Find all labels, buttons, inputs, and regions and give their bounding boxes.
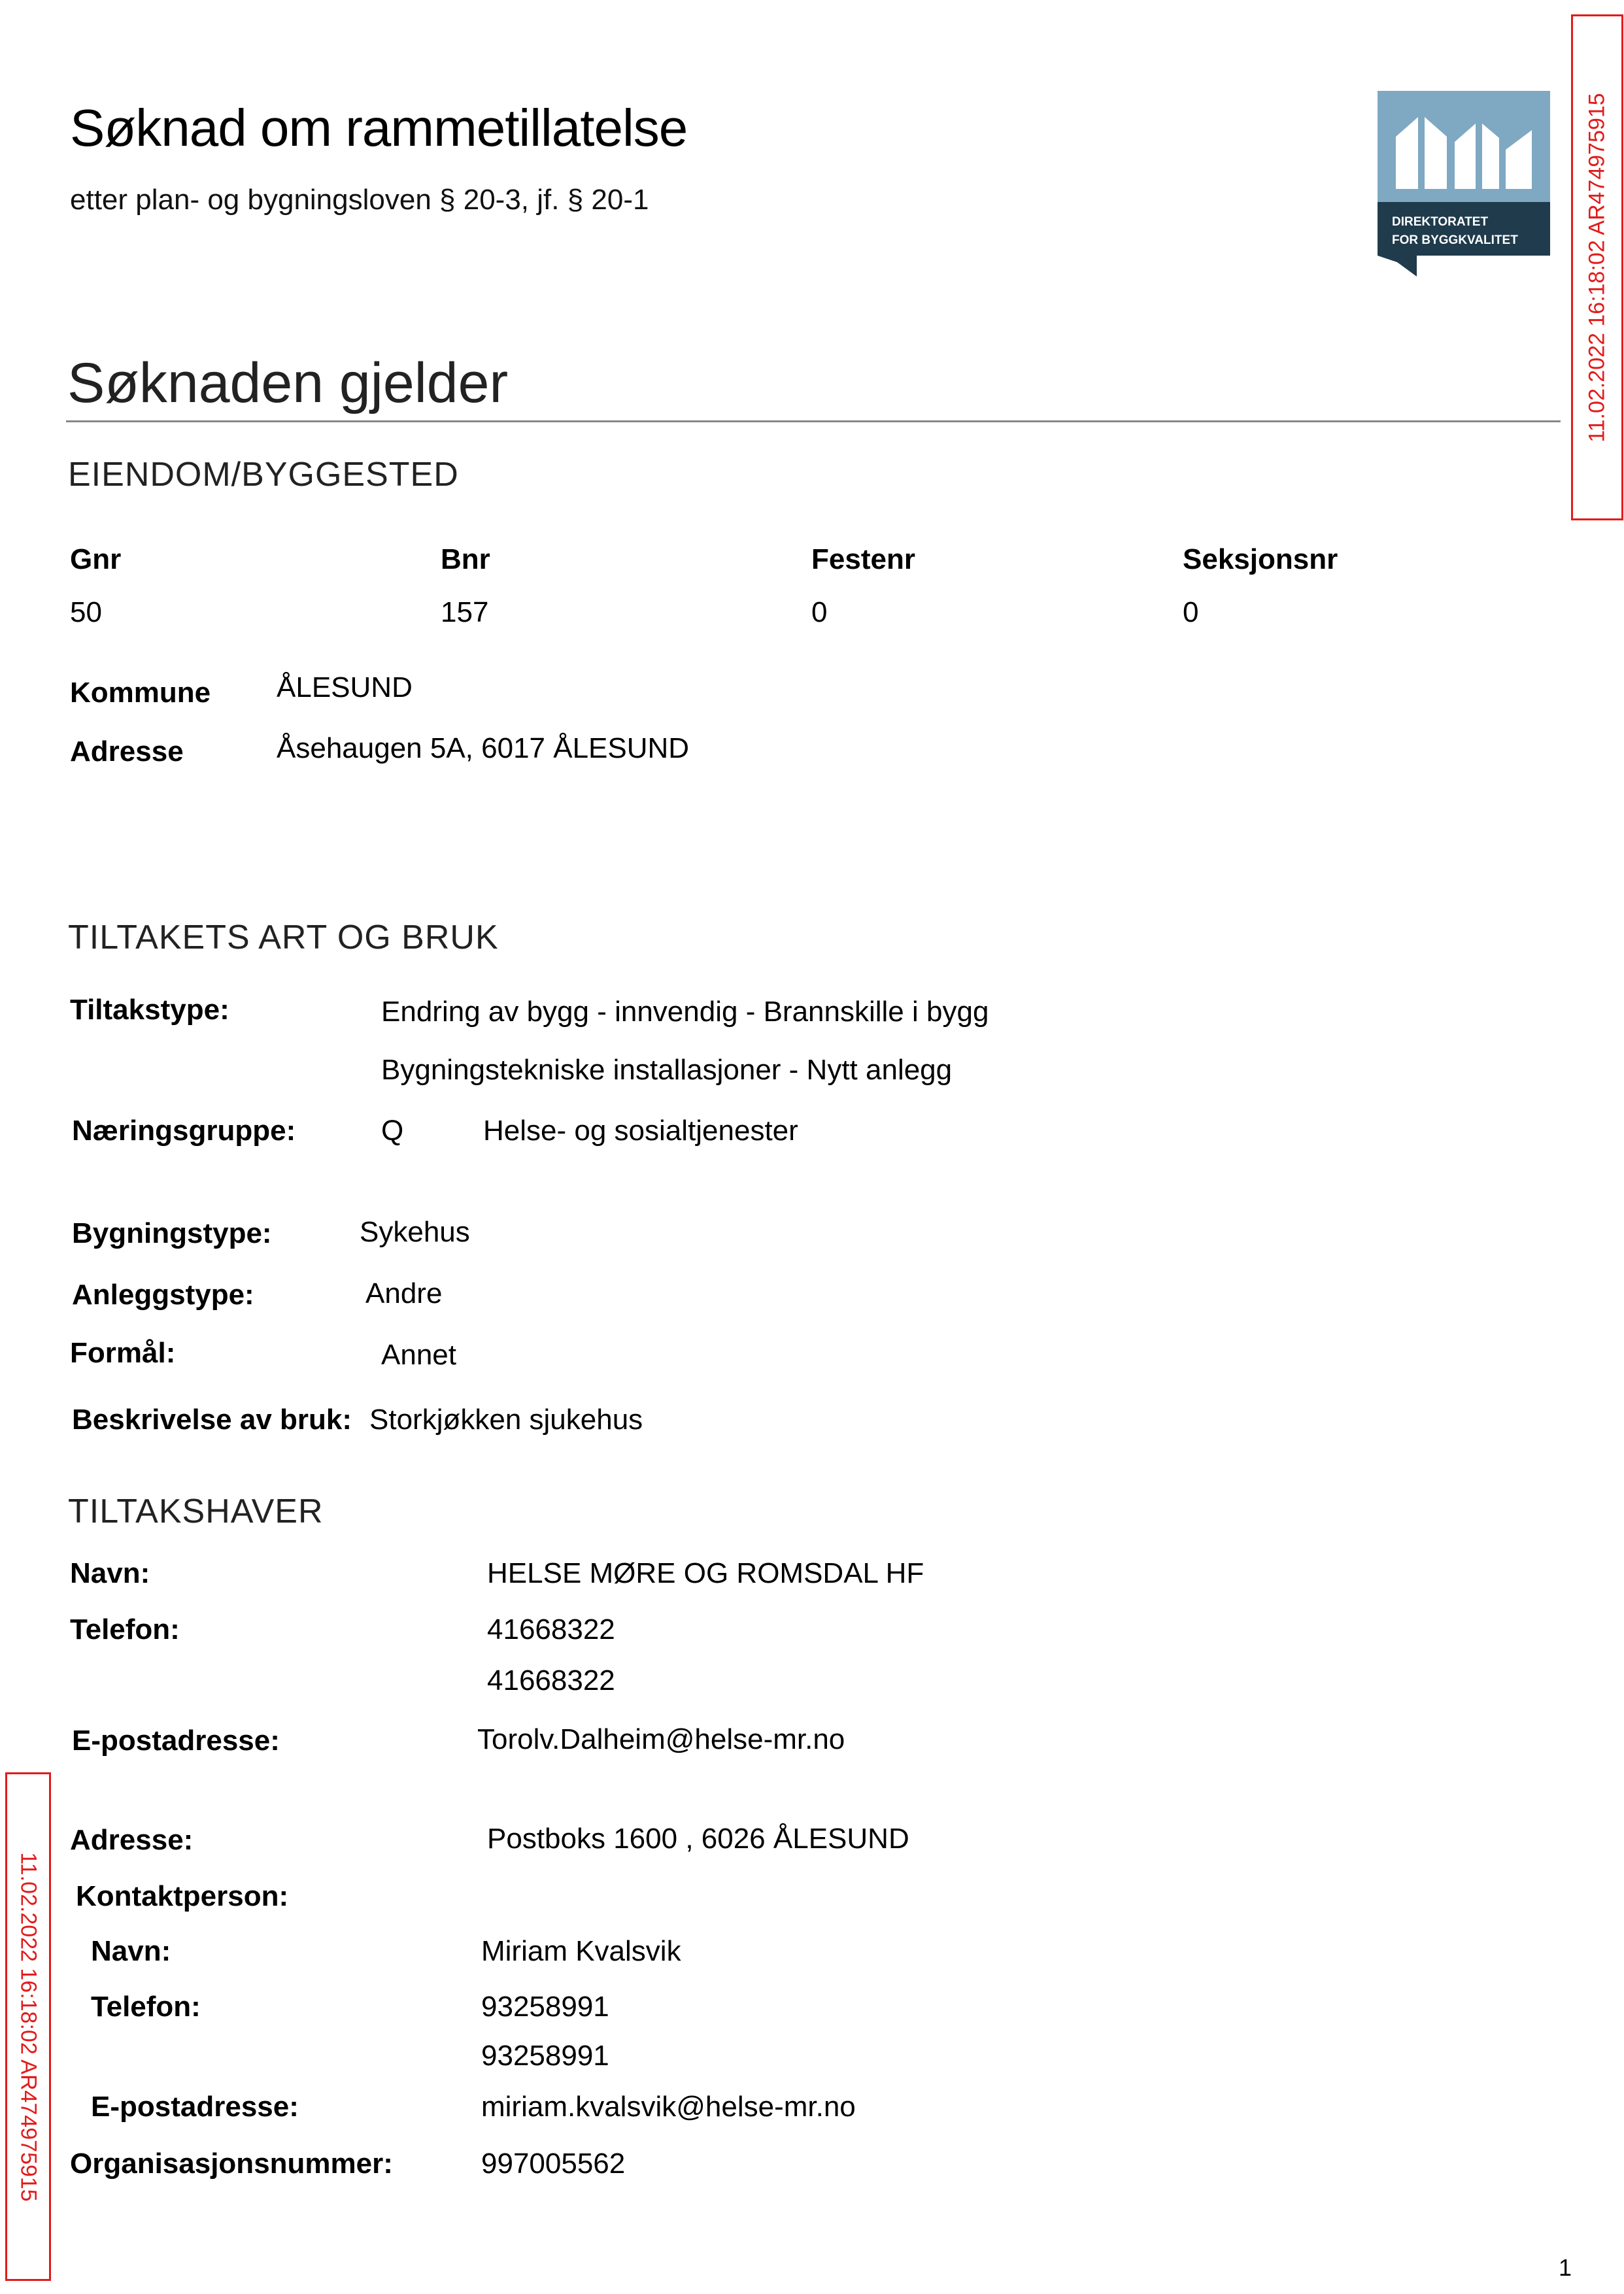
kontaktperson-label: Kontaktperson:: [76, 1880, 289, 1912]
gnr-value: 50: [70, 596, 102, 628]
bnr-value: 157: [441, 596, 489, 628]
anleggstype-label: Anleggstype:: [72, 1279, 254, 1311]
document-subtitle: etter plan- og bygningsloven § 20-3, jf. § 20-1: [70, 184, 649, 216]
formal-value: Annet: [381, 1339, 456, 1371]
kontakt-telefon-label: Telefon:: [91, 1991, 201, 2023]
seksjonsnr-value: 0: [1183, 596, 1199, 628]
gnr-label: Gnr: [70, 543, 122, 575]
seksjonsnr-label: Seksjonsnr: [1183, 543, 1338, 575]
kontakt-navn-value: Miriam Kvalsvik: [481, 1935, 681, 1967]
kontakt-telefon-value-1: 93258991: [481, 1991, 609, 2023]
archive-stamp-text: 11.02.2022 16:18:02 AR474975915: [16, 1851, 41, 2202]
archive-stamp-text: 11.02.2022 16:18:02 AR474975915: [1584, 92, 1610, 443]
organisasjonsnummer-value: 997005562: [481, 2148, 626, 2180]
dibk-logo: [1378, 91, 1550, 277]
anleggstype-value: Andre: [365, 1277, 443, 1309]
tiltakstype-value-2: Bygningstekniske installasjoner - Nytt anlegg: [381, 1054, 953, 1086]
page-number: 1: [1559, 2254, 1572, 2281]
tiltakshaver-epost-label: E-postadresse:: [72, 1725, 280, 1757]
naeringsgruppe-label: Næringsgruppe:: [72, 1115, 296, 1147]
bygningstype-value: Sykehus: [360, 1216, 470, 1248]
tiltakshaver-adresse-value: Postboks 1600 , 6026 ÅLESUND: [487, 1823, 909, 1855]
beskrivelse-label: Beskrivelse av bruk:: [72, 1404, 352, 1436]
organisasjonsnummer-label: Organisasjonsnummer:: [70, 2148, 393, 2180]
kontakt-telefon-value-2: 93258991: [481, 2040, 609, 2072]
tiltakshaver-navn-value: HELSE MØRE OG ROMSDAL HF: [487, 1557, 924, 1589]
festenr-label: Festenr: [811, 543, 915, 575]
kontakt-epost-label: E-postadresse:: [91, 2091, 299, 2123]
tiltakshaver-telefon-label: Telefon:: [70, 1613, 180, 1645]
eiendom-heading: EIENDOM/BYGGESTED: [68, 456, 459, 494]
logo-text-line1: DIREKTORATET: [1392, 215, 1489, 229]
tiltakshaver-telefon-value-1: 41668322: [487, 1613, 615, 1645]
festenr-value: 0: [811, 596, 828, 628]
kontakt-epost-value: miriam.kvalsvik@helse-mr.no: [481, 2091, 856, 2123]
bnr-label: Bnr: [441, 543, 490, 575]
naeringsgruppe-code: Q: [381, 1115, 404, 1147]
tiltakshaver-navn-label: Navn:: [70, 1557, 150, 1589]
tiltakshaver-epost-value: Torolv.Dalheim@helse-mr.no: [477, 1723, 845, 1755]
logo-text-line2: FOR BYGGKVALITET: [1392, 233, 1518, 247]
section-divider: [66, 420, 1561, 422]
tiltakshaver-adresse-label: Adresse:: [70, 1824, 194, 1856]
tiltakshaver-telefon-value-2: 41668322: [487, 1664, 615, 1696]
adresse-value: Åsehaugen 5A, 6017 ÅLESUND: [277, 732, 690, 764]
tiltakstype-label: Tiltakstype:: [70, 994, 229, 1026]
tiltakstype-value-1: Endring av bygg - innvendig - Brannskille i bygg: [381, 996, 989, 1028]
kontakt-navn-label: Navn:: [91, 1935, 171, 1967]
kommune-value: ÅLESUND: [277, 671, 413, 703]
archive-stamp-left: [5, 1772, 51, 2281]
tiltak-heading: TILTAKETS ART OG BRUK: [68, 919, 499, 956]
naeringsgruppe-value: Helse- og sosialtjenester: [483, 1115, 798, 1147]
formal-label: Formål:: [70, 1337, 176, 1369]
adresse-label: Adresse: [70, 735, 184, 767]
document-title: Søknad om rammetillatelse: [70, 99, 688, 157]
section-title: Søknaden gjelder: [67, 352, 509, 414]
kommune-label: Kommune: [70, 677, 211, 709]
beskrivelse-value: Storkjøkken sjukehus: [369, 1404, 643, 1436]
archive-stamp-top: [1571, 14, 1623, 520]
tiltakshaver-heading: TILTAKSHAVER: [68, 1493, 324, 1530]
bygningstype-label: Bygningstype:: [72, 1217, 272, 1249]
